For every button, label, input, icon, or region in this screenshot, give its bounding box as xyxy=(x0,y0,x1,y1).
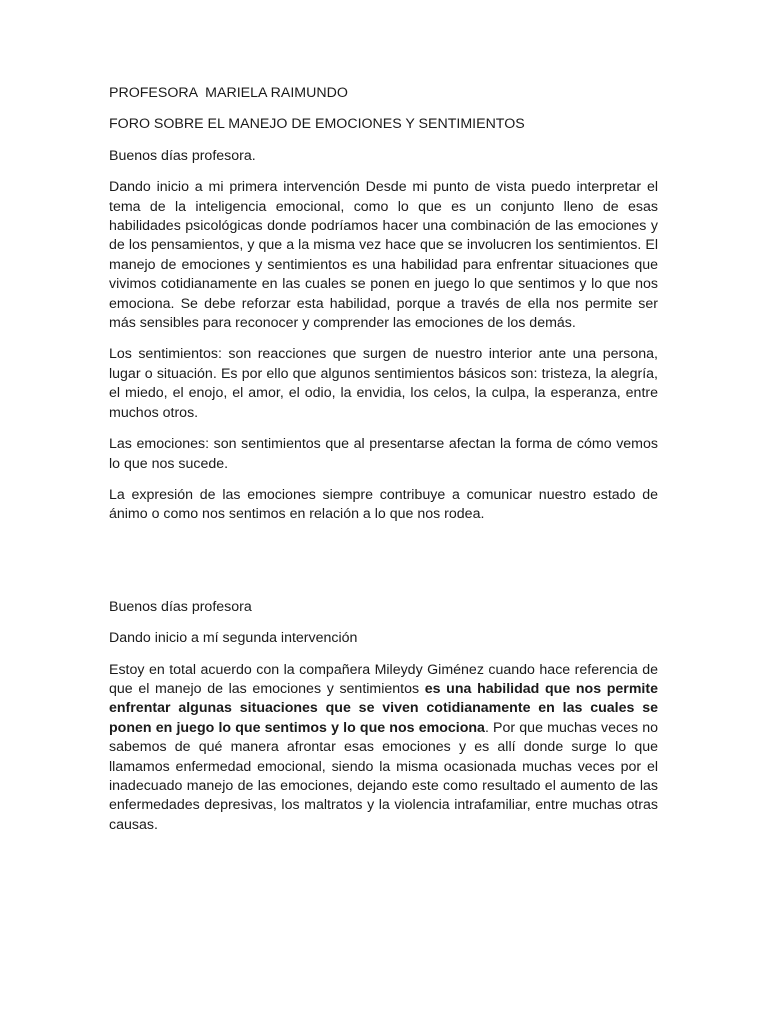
emotions-paragraph: Las emociones: son sentimientos que al presentarse afectan la forma de cómo vemos lo que nos sucede. xyxy=(109,436,658,472)
second-intervention-quote: es una habilidad que nos permite enfrentar algunas situaciones que se viven cotidianamente en las cuales se ponen en juego lo que sentimos y lo que nos emociona xyxy=(109,680,658,736)
first-intervention-body: Desde mi punto de vista puedo interpretar el tema de la inteligencia emocional, como lo que es un conjunto lleno de esas habilidades psicológicas donde podríamos hacer una combinación de las emociones y de los pensamientos, y que a la misma vez hace que se involucren los sentimientos. El manejo de emociones y sentimientos es una habilidad para enfrentar situaciones que vivimos cotidianamente en las cuales se ponen en juego lo que sentimos y lo que nos emociona. Se debe reforzar esta habilidad, porque a través de ella nos permite ser más sensibles para reconocer y comprender las emociones de los demás. xyxy=(109,179,658,332)
second-intervention-intro: Dando inicio a mí segunda intervención xyxy=(109,630,358,647)
first-intervention-paragraph xyxy=(109,178,658,333)
document-body xyxy=(109,84,658,847)
second-intervention-end: . Por que muchas veces no sabemos de qué manera afrontar esas emociones y es allí donde surge lo que llamamos enfermedad emocional, siendo la misma ocasionada muchas veces por el inadecuado manejo de las emociones, dejando este como resultado el aumento de las enfermedades depresivas, los maltratos y la violencia intrafamiliar, entre muchas otras causas. xyxy=(109,719,658,833)
forum-title: FORO SOBRE EL MANEJO DE EMOCIONES Y SENTIMIENTOS xyxy=(109,116,525,133)
expression-paragraph: La expresión de las emociones siempre contribuye a comunicar nuestro estado de ánimo o como nos sentimos en relación a lo que nos rodea. xyxy=(109,486,658,523)
first-intervention-lead: Dando inicio a mi primera intervención xyxy=(109,179,360,196)
second-intervention-start: Estoy en total acuerdo con la compañera Mileydy Giménez cuando hace referencia de que el manejo de las emociones y sentimientos xyxy=(109,661,658,697)
second-intervention-paragraph xyxy=(109,661,658,836)
first-greeting: Buenos días profesora. xyxy=(109,147,256,164)
second-greeting: Buenos días profesora xyxy=(109,598,252,615)
feelings-paragraph: Los sentimientos: son reacciones que surgen de nuestro interior ante una persona, lugar o situación. Es por ello que algunos sentimientos básicos son: tristeza, la alegría, el miedo, el enojo, el amor, el odio, la envidia, los celos, la culpa, la esperanza, entre muchos otros. xyxy=(109,346,658,421)
teacher-name: PROFESORA MARIELA RAIMUNDO xyxy=(109,85,348,101)
section-spacer xyxy=(109,537,658,598)
